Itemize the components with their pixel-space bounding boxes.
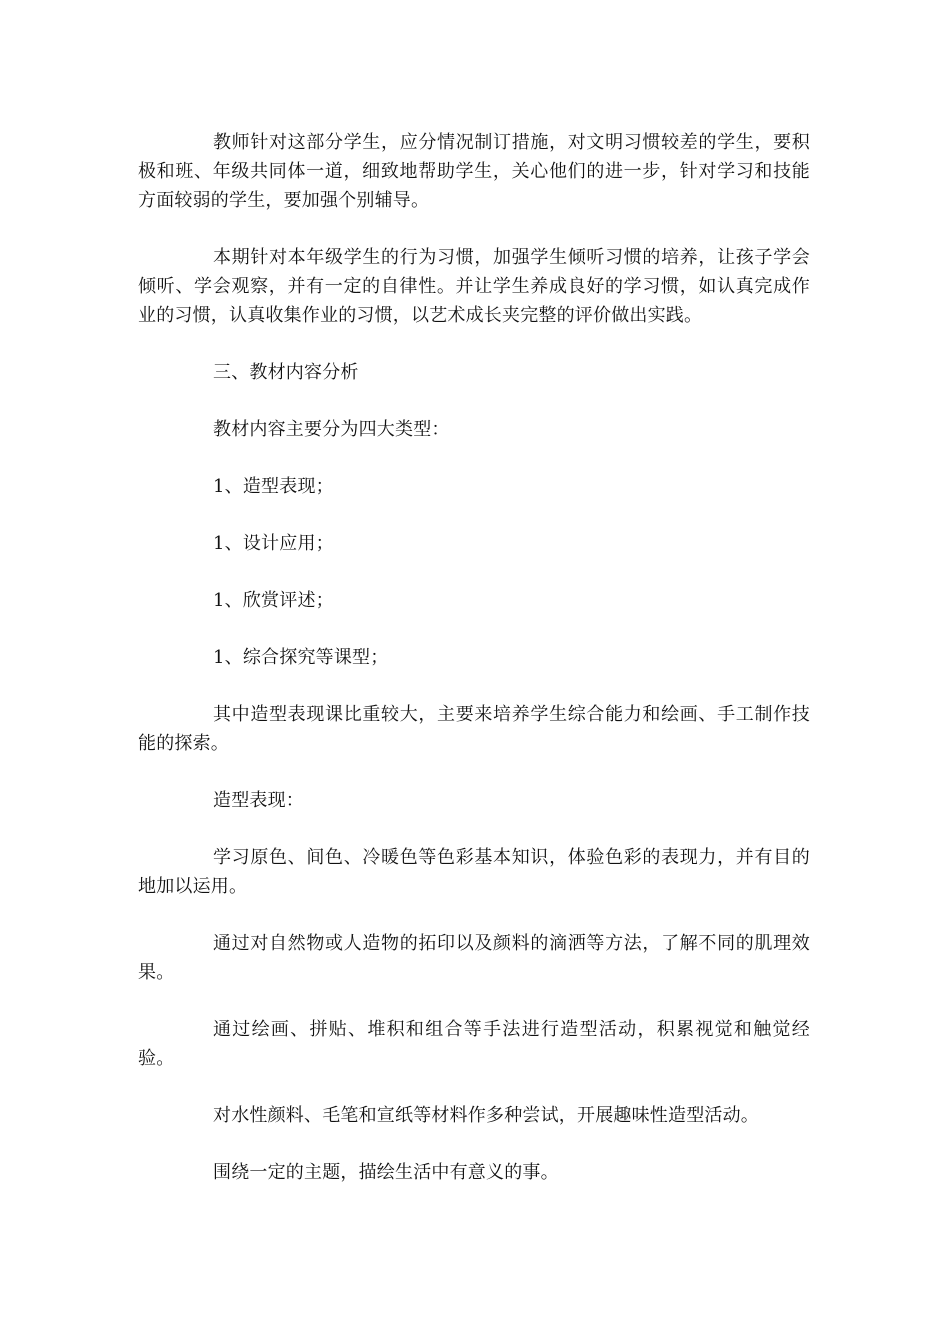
paragraph-colors: 学习原色、间色、冷暖色等色彩基本知识，体验色彩的表现力，并有目的地加以运用。 xyxy=(138,847,810,897)
paragraph-collage: 通过绘画、拼贴、堆积和组合等手法进行造型活动，积累视觉和触觉经验。 xyxy=(138,1019,810,1069)
paragraph-materials: 对水性颜料、毛笔和宣纸等材料作多种尝试，开展趣味性造型活动。 xyxy=(213,1105,759,1126)
list-item-exploration: 1、综合探究等课型； xyxy=(213,647,389,668)
section-heading-textbook-analysis: 三、教材内容分析 xyxy=(213,362,359,383)
list-item-modeling: 1、造型表现； xyxy=(213,476,334,497)
paragraph-modeling-weight: 其中造型表现课比重较大，主要来培养学生综合能力和绘画、手工制作技能的探索。 xyxy=(138,704,810,754)
paragraph-four-types: 教材内容主要分为四大类型： xyxy=(213,419,450,440)
list-item-appreciation: 1、欣赏评述； xyxy=(213,590,334,611)
subheading-modeling: 造型表现： xyxy=(213,790,304,811)
document-page xyxy=(138,128,810,1215)
paragraph-texture: 通过对自然物或人造物的拓印以及颜料的滴洒等方法，了解不同的肌理效果。 xyxy=(138,933,810,983)
list-item-design: 1、设计应用； xyxy=(213,533,334,554)
paragraph-habits: 本期针对本年级学生的行为习惯，加强学生倾听习惯的培养，让孩子学会倾听、学会观察，并有一定的自律性。并让学生养成良好的学习惯，如认真完成作业的习惯，认真收集作业的习惯，以艺术成长夹完整的评价做出实践。 xyxy=(138,247,810,326)
paragraph-theme: 围绕一定的主题，描绘生活中有意义的事。 xyxy=(213,1162,559,1183)
paragraph-teacher-measures: 教师针对这部分学生，应分情况制订措施，对文明习惯较差的学生，要积极和班、年级共同体一道，细致地帮助学生，关心他们的进一步，针对学习和技能方面较弱的学生，要加强个别辅导。 xyxy=(138,132,810,211)
